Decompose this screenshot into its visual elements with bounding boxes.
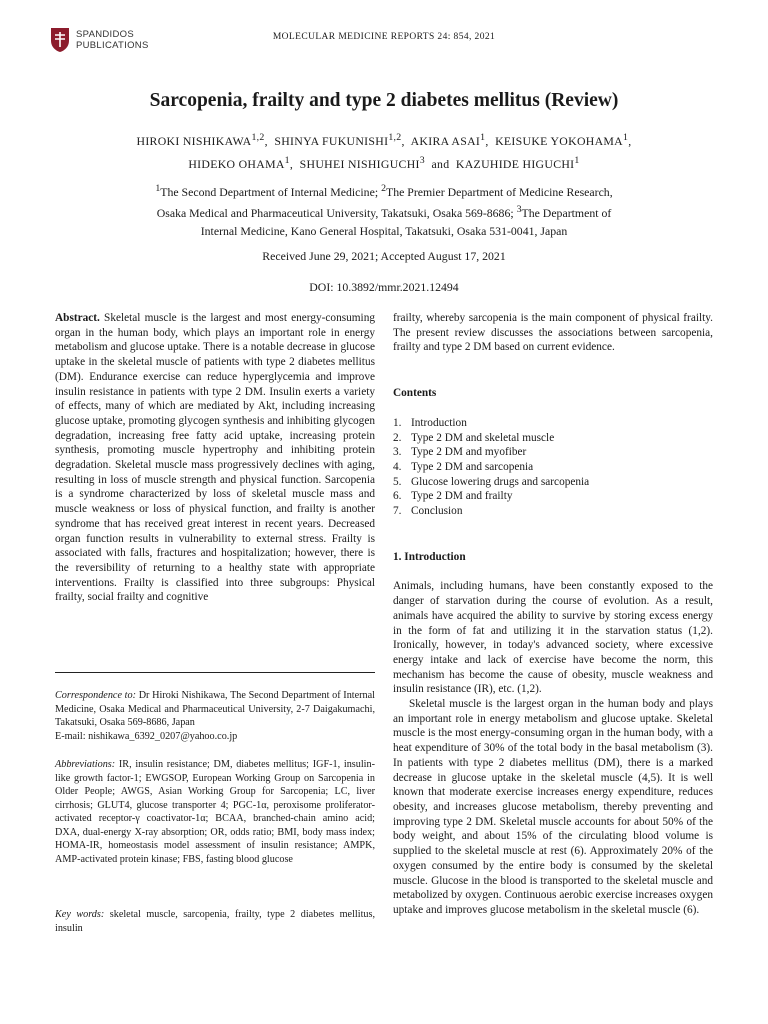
- keywords-note: [55, 908, 375, 935]
- affiliation-sup: 3: [516, 203, 522, 215]
- contents-item-label: Conclusion: [411, 505, 463, 518]
- publisher-name-line2: PUBLICATIONS: [76, 40, 149, 51]
- contents-item-number: 7.: [393, 505, 402, 518]
- author-affiliation-sup: 1: [574, 154, 580, 166]
- introduction-paragraph-2: Skeletal muscle is the largest organ in the human body and plays an important role in energy metabolism and glucose uptake. Skeletal muscle is the most energy-consuming organ in the human body, with a heat expenditure of 30% of the total body in the basal metabolism (3). In patients with type 2 diabetes mellitus (DM), there is a marked decrease in glucose uptake in the skeletal muscle (4,5). It is well known that moderate exercise increases energy expenditure, reduces obesity, and increases glucose metabolism, thereby preventing and improving type 2 DM. Skeletal muscle accounts for about 50% of the body weight, and about 15% of the circulating blood volume is supplied to the skeletal muscle at rest (6). Approximately 20% of the oxygen consumed by the entire body is consumed by the skeletal muscle. Glucose in the blood is transported to the skeletal muscle and metabolized by oxygen. Continuous aerobic exercise increases oxygen uptake and improves glucose metabolism in the skeletal muscle (6).: [393, 698, 713, 916]
- affiliation-text: The Premier Department of Medicine Research,: [385, 184, 613, 199]
- contents-item[interactable]: [393, 445, 713, 460]
- contents-item-label: Type 2 DM and myofiber: [411, 446, 527, 459]
- author-affiliation-sup: 1: [480, 132, 486, 143]
- introduction-heading: 1. Introduction: [393, 550, 466, 563]
- correspondence-note: [55, 689, 375, 743]
- abstract-label: Abstract.: [55, 312, 100, 324]
- contents-item-label: Type 2 DM and frailty: [411, 490, 513, 503]
- affiliation-text: Internal Medicine, Kano General Hospital, Takatsuki, Osaka 531-0041, Japan: [200, 223, 568, 238]
- publisher-name-line1: SPANDIDOS: [76, 29, 134, 40]
- author-affiliation-sup: 1,2: [251, 132, 265, 143]
- author-conjunction: and: [431, 156, 450, 171]
- contents-item[interactable]: [393, 475, 713, 490]
- author-list: HIROKI NISHIKAWA$^{1,2}$, SHINYA FUKUNISHI$^{1,2}$, AKIRA ASAI$^1$, KEISUKE YOKOHAMA$^1$, HIDEKO OHAMA$^1$, SHUHEI NISHIGUCHI$^3$ and KAZUHIDE HIGUCHI$^1$: [136, 132, 632, 171]
- abbreviations-label: Abbreviations:: [55, 759, 116, 770]
- keywords-text: skeletal muscle, sarcopenia, frailty, type 2 diabetes mellitus, insulin: [55, 909, 376, 934]
- abstract-text: Skeletal muscle is the largest and most energy-consuming organ in the human body, which plays an important role in energy metabolism and glucose uptake. There is a notable decrease in glucose uptake in the skeletal muscle of patients with type 2 diabetes mellitus (DM). Endurance exercise can reduce hyperglycemia and improve insulin resistance in patients with type 2 DM. Insulin exerts a variety of effects, many of which are mediated by Akt, including increasing glucose uptake, promoting glycogen synthesis and inhibiting glycogen degradation, increasing free fatty acid uptake, increasing protein synthesis, promoting muscle hypertrophy and inhibiting protein degradation. Skeletal muscle mass progressively declines with aging, resulting in loss of muscle strength and physical function. Sarcopenia is a syndrome characterized by loss of skeletal muscle mass and muscle weakness or loss of physical function, and frailty is another syndrome that has received great interest in recent years. Decreased organ function results in vulnerability to external stress. Frailty is associated with falls, fractures and hospitalization; however, there is the reversibility of returning to a healthy state with appropriate interventions. Frailty is classified into three subgroups: Physical frailty, social frailty and cognitive: [55, 312, 375, 604]
- contents-item-number: 2.: [393, 431, 402, 444]
- abbreviations-note: [55, 758, 375, 866]
- contents-item-number: 6.: [393, 490, 402, 503]
- doi-link[interactable]: DOI: 10.3892/mmr.2021.12494: [309, 280, 459, 294]
- affiliation-text: The Department of: [521, 205, 612, 220]
- footnote-divider: [55, 672, 375, 673]
- author-name: SHUHEI NISHIGUCHI: [299, 156, 420, 171]
- contents-item[interactable]: [393, 504, 713, 519]
- article-title: Sarcopenia, frailty and type 2 diabetes mellitus (Review): [149, 90, 619, 111]
- contents-item[interactable]: [393, 489, 713, 504]
- author-name: HIDEKO OHAMA: [188, 156, 285, 171]
- correspondence-text: Dr Hiroki Nishikawa, The Second Department of Internal Medicine, Osaka Medical and Pharmaceutical University, 2-7 Daigakumachi, Takatsuki, Osaka 569-8686, Japan: [55, 690, 375, 728]
- affiliation-text: The Second Department of Internal Medicine;: [160, 184, 382, 199]
- affiliation-sup: 1: [155, 183, 161, 194]
- contents-item[interactable]: [393, 460, 713, 475]
- contents-item-label: Glucose lowering drugs and sarcopenia: [411, 475, 590, 488]
- contents-heading: Contents: [393, 387, 437, 400]
- author-affiliation-sup: 1: [623, 132, 629, 143]
- affiliation-text: Osaka Medical and Pharmaceutical University, Takatsuki, Osaka 569-8686;: [156, 205, 517, 220]
- author-affiliation-sup: 1,2: [388, 132, 402, 143]
- abstract: [55, 311, 375, 605]
- contents-item-label: Type 2 DM and sarcopenia: [411, 460, 534, 473]
- contents-item-label: Introduction: [411, 416, 467, 429]
- contents-item-number: 5.: [393, 475, 402, 488]
- abbreviations-text: IR, insulin resistance; DM, diabetes mellitus; IGF-1, insulin-like growth factor-1; EWGSOP, European Working Group on Sarcopenia in Older People; AWGS, Asian Working Group for Sarcopenia; LC, liver cirrhosis; GLUT4, glucose transporter 4; PGC-1α, peroxisome proliferator-activated receptor-γ coactivator-1α; BCAA, branched-chain amino acid; DXA, dual-energy X-ray absorption; OR, odds ratio; BMI, body mass index; HOMA-IR, homeostasis model assessment of insulin resistance; AMPK, AMP-activated protein kinase; FBS, fasting blood glucose: [55, 759, 375, 865]
- affiliation-sup: 2: [381, 183, 386, 194]
- contents-item-number: 3.: [393, 446, 402, 459]
- received-accepted-dates: Received June 29, 2021; Accepted August 17, 2021: [262, 249, 506, 263]
- running-header: MOLECULAR MEDICINE REPORTS 24: 854, 2021: [272, 32, 496, 42]
- contents-item-label: Type 2 DM and skeletal muscle: [411, 431, 555, 444]
- author-name: KEISUKE YOKOHAMA: [495, 133, 624, 148]
- abstract-continued: frailty, whereby sarcopenia is the main component of physical frailty. The present review discusses the associations between sarcopenia, frailty and type 2 DM based on current evidence.: [393, 312, 713, 354]
- keywords-label: Key words:: [55, 909, 105, 920]
- contents-item[interactable]: [393, 431, 713, 446]
- correspondence-label: Correspondence to:: [55, 690, 136, 701]
- contents-item-number: 4.: [393, 460, 402, 473]
- introduction-paragraph-1: Animals, including humans, have been constantly exposed to the danger of starvation during the course of evolution. As a result, animals have acquired the ability to survive by storing excess energy in the form of fat and utilizing it in the starvation status (1,2). Ironically, however, in today's advanced society, where excessive energy intake and lack of exercise have become the norm, this mechanism has become the cause of obesity, muscle weakness and insulin resistance (IR), etc. (1,2).: [393, 580, 713, 696]
- contents-item[interactable]: [393, 416, 713, 431]
- author-name: AKIRA ASAI: [410, 133, 481, 148]
- affiliations: [100, 180, 668, 240]
- author-name: SHINYA FUKUNISHI: [274, 133, 389, 148]
- author-name: KAZUHIDE HIGUCHI: [455, 156, 575, 171]
- correspondence-email[interactable]: E-mail: nishikawa_6392_0207@yahoo.co.jp: [55, 730, 238, 742]
- contents-list: [393, 416, 713, 519]
- right-column: [393, 311, 713, 918]
- contents-item-number: 1.: [393, 416, 402, 429]
- author-affiliation-sup: 3: [419, 154, 425, 166]
- author-name: HIROKI NISHIKAWA: [136, 133, 252, 148]
- author-affiliation-sup: 1: [284, 154, 290, 166]
